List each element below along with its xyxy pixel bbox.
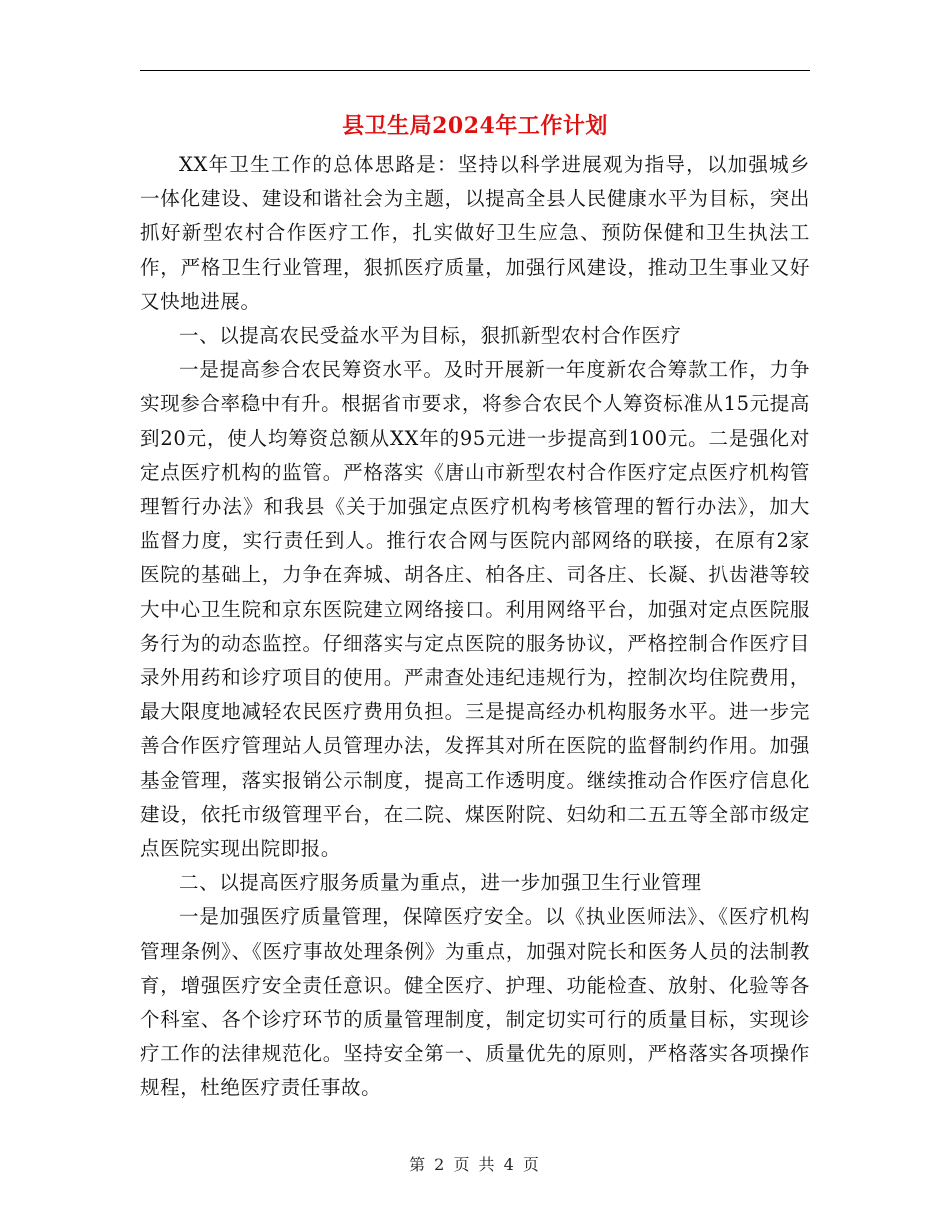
header-rule [140,70,810,71]
paragraph-intro: XX年卫生工作的总体思路是：坚持以科学进展观为指导，以加强城乡一体化建设、建设和谐社会为主题，以提高全县人民健康水平为目标，突出抓好新型农村合作医疗工作，扎实做好卫生应急、预防保健和卫生执法工作，严格卫生行业管理，狠抓医疗质量，加强行风建设，推动卫生事业又好又快地进展。 [140,153,810,313]
section-heading-1: 一、以提高农民受益水平为目标，狠抓新型农村合作医疗 [179,324,682,348]
document-body [140,148,810,1106]
paragraph-section-2: 一是加强医疗质量管理，保障医疗安全。以《执业医师法》、《医疗机构管理条例》、《医疗事故处理条例》为重点，加强对院长和医务人员的法制教育，增强医疗安全责任意识。健全医疗、护理、功能检查、放射、化验等各个科室、各个诊疗环节的质量管理制度，制定切实可行的质量目标，实现诊疗工作的法律规范化。坚持安全第一、质量优先的原则，严格落实各项操作规程，杜绝医疗责任事故。 [140,905,810,1100]
page-number: 第 2 页 共 4 页 [409,1155,541,1174]
document-title: 县卫生局2024年工作计划 [342,113,608,139]
section-heading-2: 二、以提高医疗服务质量为重点，进一步加强卫生行业管理 [179,871,702,895]
paragraph-section-1: 一是提高参合农民筹资水平。及时开展新一年度新农合筹款工作，力争实现参合率稳中有升。根据省市要求，将参合农民个人筹资标准从15元提高到20元，使人均筹资总额从XX年的95元进一步提高到100元。二是强化对定点医疗机构的监管。严格落实《唐山市新型农村合作医疗定点医疗机构管理暂行办法》和我县《关于加强定点医疗机构考核管理的暂行办法》，加大监督力度，实行责任到人。推行农合网与医院内部网络的联接，在原有2家医院的基础上，力争在奔城、胡各庄、柏各庄、司各庄、长凝、扒齿港等较大中心卫生院和京东医院建立网络接口。利用网络平台，加强对定点医院服务行为的动态监控。仔细落实与定点医院的服务协议，严格控制合作医疗目录外用药和诊疗项目的使用。严肃查处违纪违规行为，控制次均住院费用，最大限度地减轻农民医疗费用负担。三是提高经办机构服务水平。进一步完善合作医疗管理站人员管理办法，发挥其对所在医院的监督制约作用。加强基金管理，落实报销公示制度，提高工作透明度。继续推动合作医疗信息化建设，依托市级管理平台，在二院、煤医附院、妇幼和二五五等全部市级定点医院实现出院即报。 [140,358,810,861]
